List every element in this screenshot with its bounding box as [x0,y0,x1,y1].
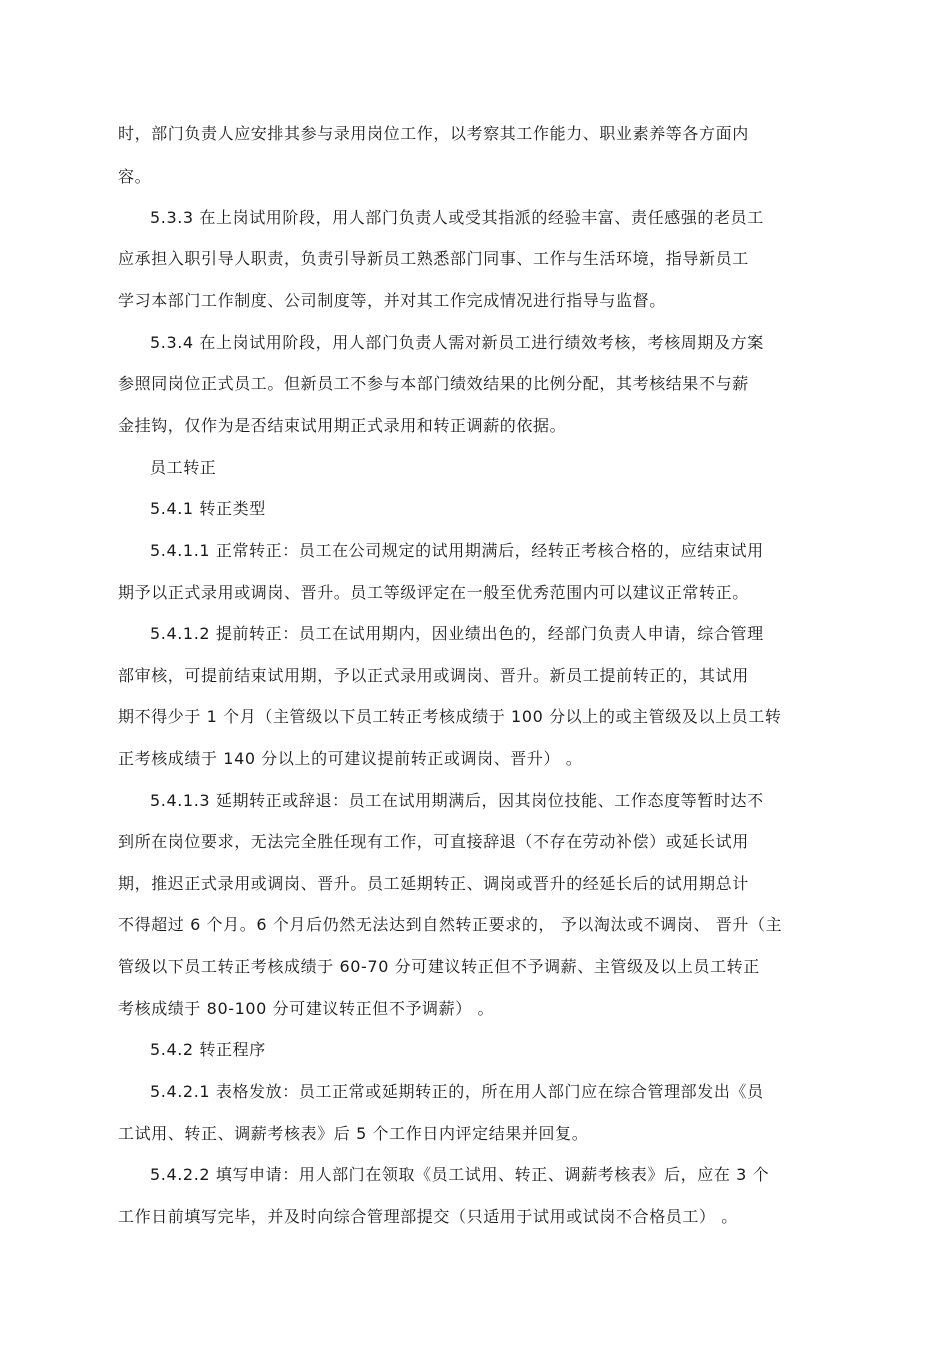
text-line: 5.3.4 在上岗试用阶段，用人部门负责人需对新员工进行绩效考核，考核周期及方案 [150,333,764,352]
section-heading: 员工转正 [150,458,217,477]
text-line: 时，部门负责人应安排其参与录用岗位工作，以考察其工作能力、职业素养等各方面内 [118,124,749,143]
text-line: 5.3.3 在上岗试用阶段，用人部门负责人或受其指派的经验丰富、责任感强的老员工 [150,208,764,227]
text-line: 工作日前填写完毕，并及时向综合管理部提交（只适用于试用或试岗不合格员工） 。 [118,1207,738,1226]
text-line: 容。 [118,167,152,186]
text-line: 参照同岗位正式员工。但新员工不参与本部门绩效结果的比例分配，其考核结果不与薪 [118,374,749,393]
text-line: 5.4.1.2 提前转正：员工在试用期内，因业绩出色的，经部门负责人申请，综合管理 [150,624,764,643]
subsection-heading: 5.4.2 转正程序 [150,1040,266,1059]
text-line: 5.4.2.1 表格发放：员工正常或延期转正的，所在用人部门应在综合管理部发出《员 [150,1082,764,1101]
text-line: 金挂钩，仅作为是否结束试用期正式录用和转正调薪的依据。 [118,416,567,435]
text-line: 到所在岗位要求，无法完全胜任现有工作，可直接辞退（不存在劳动补偿）或延长试用 [118,832,749,851]
text-line: 期不得少于 1 个月（主管级以下员工转正考核成绩于 100 分以上的或主管级及以上员工转 [118,707,782,726]
text-line: 学习本部门工作制度、公司制度等，并对其工作完成情况进行指导与监督。 [118,291,666,310]
text-line: 5.4.1.3 延期转正或辞退：员工在试用期满后，因其岗位技能、工作态度等暂时达不 [150,791,764,810]
text-line: 不得超过 6 个月。6 个月后仍然无法达到自然转正要求的， 予以淘汰或不调岗、 晋升（主 [118,915,783,934]
text-line: 应承担入职引导人职责，负责引导新员工熟悉部门同事、工作与生活环境，指导新员工 [118,249,749,268]
text-line: 正考核成绩于 140 分以上的可建议提前转正或调岗、晋升） 。 [118,749,583,768]
subsection-heading: 5.4.1 转正类型 [150,499,266,518]
text-line: 工试用、转正、调薪考核表》后 5 个工作日内评定结果并回复。 [118,1124,589,1143]
text-line: 期，推迟正式录用或调岗、晋升。员工延期转正、调岗或晋升的经延长后的试用期总计 [118,874,749,893]
text-line: 考核成绩于 80-100 分可建议转正但不予调薪） 。 [118,999,495,1018]
text-line: 5.4.2.2 填写申请：用人部门在领取《员工试用、转正、调薪考核表》后，应在 3 个 [150,1165,770,1184]
text-line: 期予以正式录用或调岗、晋升。员工等级评定在一般至优秀范围内可以建议正常转正。 [118,583,749,602]
text-line: 管级以下员工转正考核成绩于 60-70 分可建议转正但不予调薪、主管级及以上员工转正 [118,957,760,976]
text-line: 5.4.1.1 正常转正：员工在公司规定的试用期满后，经转正考核合格的，应结束试用 [150,541,764,560]
text-line: 部审核，可提前结束试用期，予以正式录用或调岗、晋升。新员工提前转正的，其试用 [118,666,749,685]
